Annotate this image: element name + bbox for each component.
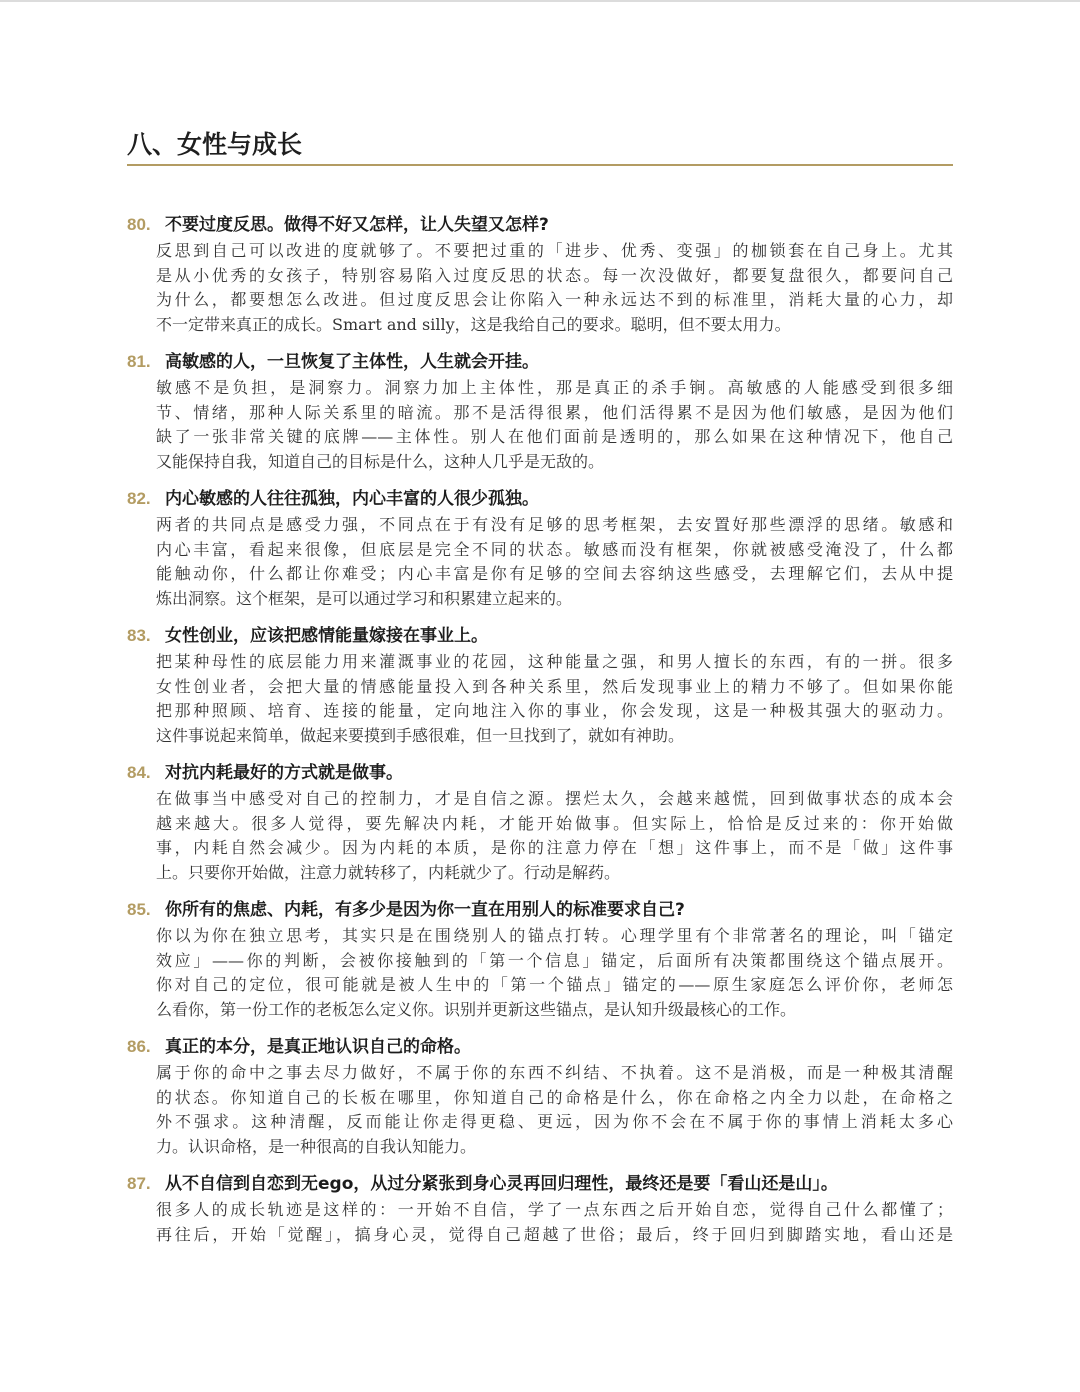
item-body xyxy=(156,650,953,748)
item-number: 86. xyxy=(127,1037,151,1056)
body-text-line: 上。只要你开始做，注意力就转移了，内耗就少了。行动是解药。 xyxy=(156,862,621,882)
body-text-line: 把某种母性的底层能力用来灌溉事业的花园，这种能量之强，和男人擅长的东西，有的一拼。很多 xyxy=(156,652,953,671)
item-heading xyxy=(127,758,953,786)
item-heading xyxy=(127,347,953,375)
body-text-line: 又能保持自我，知道自己的目标是什么，这种人几乎是无敌的。 xyxy=(156,451,605,471)
item-body xyxy=(156,239,953,337)
item-number: 87. xyxy=(127,1174,151,1193)
body-text-line: 力。认识命格，是一种很高的自我认知能力。 xyxy=(156,1136,477,1156)
item-body xyxy=(156,513,953,611)
body-text-line: 外不强求。这种清醒，反而能让你走得更稳、更远，因为你不会在不属于你的事情上消耗太多心 xyxy=(156,1112,953,1131)
body-text-line: 两者的共同点是感受力强，不同点在于有没有足够的思考框架，去安置好那些漂浮的思绪。敏感和 xyxy=(156,515,953,534)
list-item xyxy=(127,484,953,611)
item-title: 内心敏感的人往往孤独，内心丰富的人很少孤独。 xyxy=(165,489,539,509)
item-title: 真正的本分，是真正地认识自己的命格。 xyxy=(165,1037,471,1057)
body-text-line: 炼出洞察。这个框架，是可以通过学习和积累建立起来的。 xyxy=(156,588,573,608)
body-text-line: 能触动你，什么都让你难受；内心丰富是你有足够的空间去容纳这些感受，去理解它们，去从中提 xyxy=(156,564,953,583)
body-text-line: 事，内耗自然会减少。因为内耗的本质，是你的注意力停在「想」这件事上，而不是「做」这件事 xyxy=(156,838,953,857)
body-text-line: 么看你，第一份工作的老板怎么定义你。识别并更新这些锚点，是认知升级最核心的工作。 xyxy=(156,999,797,1019)
body-text-line: 很多人的成长轨迹是这样的：一开始不自信，学了一点东西之后开始自恋，觉得自己什么都懂了； xyxy=(156,1200,953,1219)
body-text-line: 你对自己的定位，很可能就是被人生中的「第一个锚点」锚定的——原生家庭怎么评价你，老师怎 xyxy=(156,975,953,994)
item-title: 你所有的焦虑、内耗，有多少是因为你一直在用别人的标准要求自己? xyxy=(165,900,685,920)
item-heading xyxy=(127,210,953,238)
list-item xyxy=(127,895,953,1022)
item-number: 85. xyxy=(127,900,151,919)
item-title: 不要过度反思。做得不好又怎样，让人失望又怎样? xyxy=(165,215,549,235)
item-body xyxy=(156,1061,953,1159)
list-item xyxy=(127,1169,953,1247)
section-title-underline xyxy=(127,164,953,166)
item-heading xyxy=(127,1032,953,1060)
item-number: 82. xyxy=(127,489,151,508)
item-heading xyxy=(127,621,953,649)
body-text-line: 为什么，都要想怎么改进。但过度反思会让你陷入一种永远达不到的标准里，消耗大量的心力，却 xyxy=(156,290,953,309)
item-body xyxy=(156,376,953,474)
body-text-line: 这件事说起来简单，做起来要摸到手感很难，但一旦找到了，就如有神助。 xyxy=(156,725,685,745)
body-text-line: 内心丰富，看起来很像，但底层是完全不同的状态。敏感而没有框架，你就被感受淹没了，什么都 xyxy=(156,539,953,559)
list-item xyxy=(127,210,953,337)
body-text-line: 是从小优秀的女孩子，特别容易陷入过度反思的状态。每一次没做好，都要复盘很久，都要问自己 xyxy=(156,265,953,285)
item-heading xyxy=(127,484,953,512)
body-text-line: 你以为你在独立思考，其实只是在围绕别人的锚点打转。心理学里有个非常著名的理论，叫「锚定 xyxy=(156,926,953,945)
body-text-line: 缺了一张非常关键的底牌——主体性。别人在他们面前是透明的，那么如果在这种情况下，他自己 xyxy=(156,427,953,446)
item-number: 80. xyxy=(127,215,151,234)
body-text-line: 女性创业者，会把大量的情感能量投入到各种关系里，然后发现事业上的精力不够了。但如果你能 xyxy=(156,676,953,696)
list-item xyxy=(127,621,953,748)
top-edge-rule xyxy=(0,0,1080,2)
item-title: 对抗内耗最好的方式就是做事。 xyxy=(165,763,403,783)
body-text-line: 反思到自己可以改进的度就够了。不要把过重的「进步、优秀、变强」的枷锁套在自己身上。尤其 xyxy=(156,241,953,260)
body-text-line: 的状态。你知道自己的长板在哪里，你知道自己的命格是什么，你在命格之内全力以赴，在命格之 xyxy=(156,1087,953,1107)
item-number: 84. xyxy=(127,763,151,782)
body-text-line: 把那种照顾、培育、连接的能量，定向地注入你的事业，你会发现，这是一种极其强大的驱动力。 xyxy=(156,701,953,720)
body-text-line: 敏感不是负担，是洞察力。洞察力加上主体性，那是真正的杀手锏。高敏感的人能感受到很多细 xyxy=(156,378,953,397)
body-text-line: 在做事当中感受对自己的控制力，才是自信之源。摆烂太久，会越来越慌，回到做事状态的成本会 xyxy=(156,789,953,808)
item-heading xyxy=(127,895,953,923)
item-list xyxy=(127,210,953,1247)
item-title: 女性创业，应该把感情能量嫁接在事业上。 xyxy=(165,626,488,646)
body-text-line: 不一定带来真正的成长。Smart and silly，这是我给自己的要求。聪明，但不要太用力。 xyxy=(156,314,791,334)
document-page xyxy=(127,128,953,1257)
item-title: 高敏感的人，一旦恢复了主体性，人生就会开挂。 xyxy=(165,352,539,372)
item-body xyxy=(156,1198,953,1247)
list-item xyxy=(127,1032,953,1159)
body-text-line: 属于你的命中之事去尽力做好，不属于你的东西不纠结、不执着。这不是消极，而是一种极其清醒 xyxy=(156,1063,953,1082)
item-number: 83. xyxy=(127,626,151,645)
body-text-line: 节、情绪，那种人际关系里的暗流。那不是活得很累，他们活得累不是因为他们敏感，是因为他们 xyxy=(156,402,953,422)
body-text-line: 再往后，开始「觉醒」，搞身心灵，觉得自己超越了世俗；最后，终于回归到脚踏实地，看山还是 xyxy=(156,1224,953,1244)
section-title: 八、女性与成长 xyxy=(127,130,303,159)
body-text-line: 越来越大。很多人觉得，要先解决内耗，才能开始做事。但实际上，恰恰是反过来的：你开始做 xyxy=(156,813,953,833)
list-item xyxy=(127,758,953,885)
item-body xyxy=(156,924,953,1022)
list-item xyxy=(127,347,953,474)
item-heading xyxy=(127,1169,953,1197)
item-number: 81. xyxy=(127,352,151,371)
body-text-line: 效应」——你的判断，会被你接触到的「第一个信息」锚定，后面所有决策都围绕这个锚点展开。 xyxy=(156,950,953,970)
item-body xyxy=(156,787,953,885)
item-title: 从不自信到自恋到无ego，从过分紧张到身心灵再回归理性，最终还是要「看山还是山」。 xyxy=(165,1174,838,1194)
